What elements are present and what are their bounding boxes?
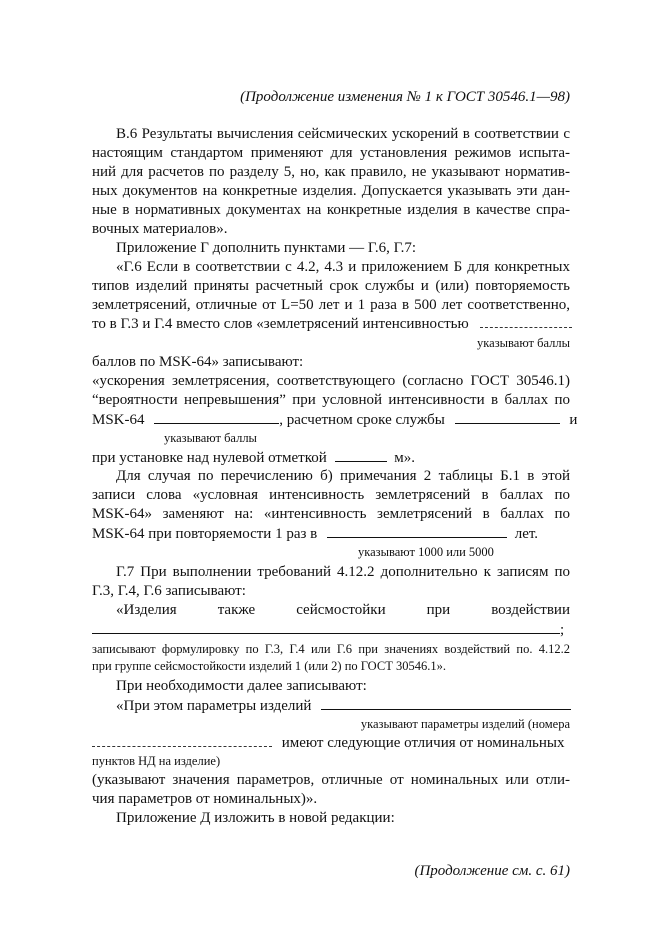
text-line: Г.7 При выполнении требований 4.12.2 дополнительно к записям по [116, 564, 570, 580]
text-fragment: м». [394, 450, 415, 466]
blank-field [327, 524, 507, 538]
text-line: Приложение Д изложить в новой редакции: [116, 810, 395, 826]
field-note: указывают баллы [477, 336, 570, 350]
text-line: При необходимости далее записывают: [116, 678, 367, 694]
continuation-footer: (Продолжение см. с. 61) [414, 863, 570, 879]
text-line: «Изделия также сейсмостойки при воздействии [116, 602, 570, 618]
text-fragment: «При этом параметры изделий [116, 698, 312, 714]
text-line: настоящим стандартом применяют для установления режимов испыта- [92, 145, 570, 161]
text-line: землетрясений, отличные от L=50 лет и 1 раза в 500 лет соответственно, [92, 297, 570, 313]
blank-field [480, 315, 572, 328]
text-fragment: ; [560, 622, 565, 638]
text-fragment: и [569, 412, 578, 428]
field-note: указывают баллы [164, 431, 257, 445]
text-line: (указывают значения параметров, отличные от номинальных или отли- [92, 772, 570, 788]
field-note: пунктов НД на изделие) [92, 754, 221, 768]
text-fragment: при установке над нулевой отметкой [92, 450, 327, 466]
text-line [92, 315, 570, 334]
field-note: записывают формулировку по Г.3, Г.4 или Г.6 при значениях воздействий по. 4.12.2 [92, 642, 570, 656]
blank-field [92, 620, 560, 634]
text-line: ний для расчетов по разделу 5, но, как правило, не указывают норматив- [92, 164, 570, 180]
text-line [92, 524, 570, 544]
text-line: Для случая по перечислению б) примечания 2 таблицы Б.1 в этой [116, 468, 570, 484]
blank-field [321, 696, 571, 710]
text-line: ные в нормативных документах на конкретные изделия в качестве спра- [92, 202, 570, 218]
text-fragment: , расчетном сроке службы [279, 412, 445, 428]
blank-field [154, 410, 279, 424]
text-line: “вероятности непревышения” при условной интенсивности в баллах по [92, 392, 570, 408]
text-fragment: имеют следующие отличия от номинальных [281, 735, 565, 751]
field-note: указывают 1000 или 5000 [358, 545, 494, 559]
text-fragment: MSK-64 [92, 412, 145, 428]
text-line [92, 696, 570, 716]
text-line [92, 620, 570, 640]
text-line: записи слова «условная интенсивность землетрясений в баллах по [92, 487, 570, 503]
text-line: Г.3, Г.4, Г.6 записывают: [92, 583, 246, 599]
running-header: (Продолжение изменения № 1 к ГОСТ 30546.1—98) [240, 89, 570, 105]
text-fragment: MSK-64 при повторяемости 1 раз в [92, 526, 318, 542]
text-fragment: то в Г.3 и Г.4 вместо слов «землетрясений интенсивностью [92, 316, 469, 332]
text-line: вочных материалов». [92, 221, 228, 237]
text-fragment: лет. [514, 526, 539, 542]
text-line: чия параметров от номинальных)». [92, 791, 318, 807]
text-line: «Г.6 Если в соответствии с 4.2, 4.3 и приложением Б для конкретных [116, 259, 570, 275]
field-note: при группе сейсмостойкости изделий 1 (или 2) по ГОСТ 30546.1». [92, 659, 446, 673]
text-line [92, 734, 570, 753]
blank-field [335, 448, 387, 462]
blank-field [455, 410, 560, 424]
text-line: В.6 Результаты вычисления сейсмических ускорений в соответствии с [116, 126, 570, 142]
text-line: MSK-64» заменяют на: «интенсивность землетрясений в баллах по [92, 506, 570, 522]
text-line: баллов по MSK-64» записывают: [92, 354, 304, 370]
text-line [92, 410, 578, 430]
text-line [92, 448, 570, 468]
blank-field [92, 734, 272, 747]
text-line: «ускорения землетрясения, соответствующего (согласно ГОСТ 30546.1) [92, 373, 570, 389]
field-note: указывают параметры изделий (номера [360, 717, 570, 731]
text-line: типов изделий приняты расчетный срок службы и (или) повторяемость [92, 278, 570, 294]
text-line: Приложение Г дополнить пунктами — Г.6, Г.7: [116, 240, 417, 256]
text-line: ных документов на конкретные изделия. Допускается указывать эти дан- [92, 183, 570, 199]
